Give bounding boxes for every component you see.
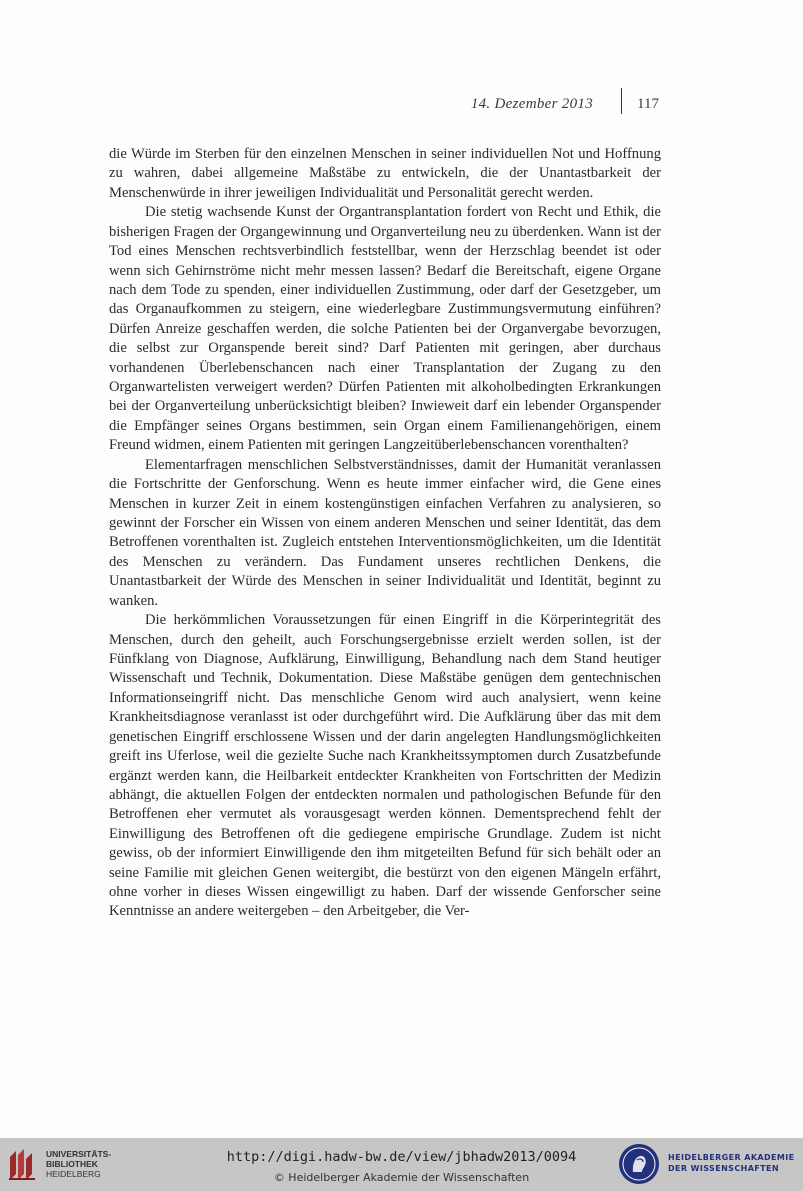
hadw-line-1: HEIDELBERGER AKADEMIE xyxy=(668,1153,795,1162)
hadw-line-2: DER WISSENSCHAFTEN xyxy=(668,1164,779,1173)
ub-line-1: UNIVERSITÄTS- xyxy=(46,1149,112,1159)
paragraph-eingriff: Die herkömmlichen Voraussetzungen für einen Eingriff in die Körperintegrität des Menschen, durch den geheilt, auch Forschungsergebnisse erzielt werden sollen, ist der Fünfklang von Diagnose, Aufklärung, Einwilligung, Behandlung nach dem Stand heutiger Wissenschaft und Technik, Dokumentation. Diese Maßstäbe genügen dem gentechnischen Informationseingriff nicht. Das menschliche Genom wird auch analysiert, wenn keine Krankheitsdiagnose veranlasst ist oder durchgeführt wird. Die Aufklärung über das mit dem genetischen Eingriff erschlossene Wissen und der darin angelegten Handlungsmöglichkeiten greift ins Uferlose, weil die gezielte Suche nach Krankheitssymptomen durch Zusatzbefunde ergänzt werden kann, die Heilbarkeit entdeckter Krankheiten von Fortschritten der Medizin abhängt, die aktuellen Folgen der entdeckten normalen und pathologischen Befunde für den Betroffenen eher vermutet als vorausgesagt werden können. Dementsprechend fehlt der Einwilligung des Betroffenen oft die gediegene empirische Grundlage. Zudem ist nicht gewiss, ob der informiert Einwilligende den ihm mitgeteilten Befund für sich behält oder an seine Familie mit gleichen Genen weitergibt, die bestürzt von den eigenen Mängeln erfährt, ohne vorher in dieses Wissen eingewilligt zu haben. Darf der wissende Genforscher seine Kenntnisse an andere weitergeben – den Arbeitgeber, die Ver- xyxy=(109,612,661,920)
page-number: 117 xyxy=(637,96,659,112)
academy-seal-icon xyxy=(618,1143,660,1185)
ub-line-3: HEIDELBERG xyxy=(46,1169,101,1179)
header-divider xyxy=(621,88,622,114)
header-date: 14. Dezember 2013 xyxy=(470,96,593,112)
document-url-link[interactable]: http://digi.hadw-bw.de/view/jbhadw2013/0094 xyxy=(226,1149,577,1165)
copyright-notice: © Heidelberger Akademie der Wissenschaften xyxy=(273,1171,530,1184)
running-head xyxy=(0,92,803,122)
paragraph-continuation: die Würde im Sterben für den einzelnen Menschen in seiner individuellen Not und Hoffnung zu wahren, dabei allgemeine Maßstäbe zu entwickeln, die der Unantastbarkeit der Menschenwürde in ihrer jeweiligen Individualität und Personalität gerecht werden. xyxy=(109,146,661,201)
paragraph-genforschung: Elementarfragen menschlichen Selbstverständnisses, damit der Humanität veranlassen die Fortschritte der Genforschung. Wenn es heute immer einfacher wird, die Gene eines Menschen in kurzer Zeit in einem kostengünstigen einfachen Verfahren zu analysieren, so gewinnt der Forscher ein Wissen von einem anderen Menschen und seiner Identität, das dem Betroffenen vorenthalten ist. Zugleich entstehen Interventionsmöglichkeiten, um die Identität des Menschen zu verändern. Das Fundament unseres rechtlichen Denkens, die Unantastbarkeit der Würde des Menschen in seiner Individualität und Identität, beginnt zu wanken. xyxy=(109,456,661,609)
footer-bar xyxy=(0,1138,803,1191)
body-text xyxy=(109,145,661,922)
paragraph-organtransplantation: Die stetig wachsende Kunst der Organtransplantation fordert von Recht und Ethik, die bisherigen Fragen der Organgewinnung und Organverteilung neu zu überdenken. Wann ist der Tod eines Menschen rechtsverbindlich feststellbar, wenn der Herzschlag beendet ist oder wenn sich Gehirnströme nicht mehr messen lassen? Bedarf die Bereitschaft, eigene Organe nach dem Tode zu spenden, einer individuellen Zustimmung, oder darf der Gesetzgeber, um das Organaufkommen zu steigern, eine wiederlegbare Zustimmungsvermutung einführen? Dürfen Anreize geschaffen werden, die solche Patienten bei der Organvergabe bevorzugen, die selbst zur Organspende bereit sind? Darf Patienten mit geringen, aber durchaus vorhandenen Überlebenschancen nach einer Transplantation der Zugang zu den Organwartelisten verweigert werden? Dürfen Patienten mit alkoholbedingten Erkrankungen bei der Organverteilung unberücksichtigt bleiben? Inwieweit darf ein lebender Organspender die Empfänger seines Organs bestimmen, sein Organ einem Familienangehörigen, einem Freund widmen, einem Patienten mit geringen Langzeitüberlebenschancen vorenthalten? xyxy=(109,204,661,454)
ub-line-2: BIBLIOTHEK xyxy=(46,1159,98,1169)
academy-name xyxy=(668,1152,795,1174)
